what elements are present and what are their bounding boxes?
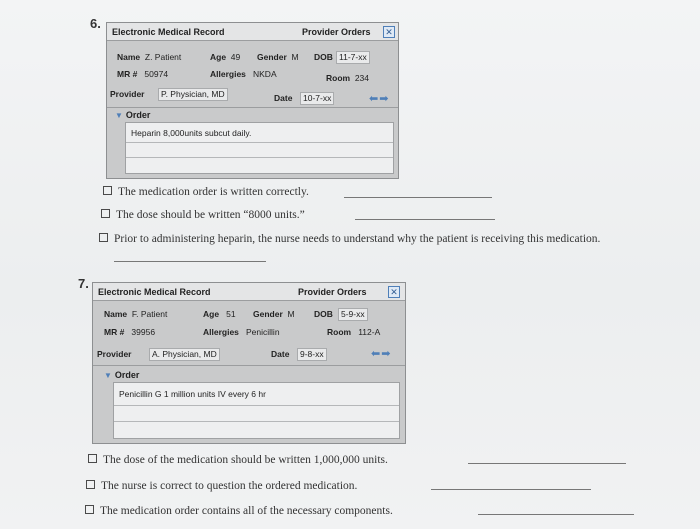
statement-text: The medication order contains all of the necessary components. xyxy=(100,505,393,517)
mr-value: 39956 xyxy=(131,327,156,337)
gender-value: M xyxy=(291,52,299,62)
allergies-label: Allergies xyxy=(210,69,246,79)
triangle-down-icon: ▼ xyxy=(104,371,112,380)
mr-value: 50974 xyxy=(144,69,169,79)
checkbox[interactable] xyxy=(85,505,94,514)
name-field xyxy=(117,52,181,62)
question-7-number: 7. xyxy=(78,276,89,291)
order-line xyxy=(114,421,399,422)
room-label: Room xyxy=(327,327,352,337)
statement-6a[interactable] xyxy=(103,186,309,198)
question-6-number: 6. xyxy=(90,16,101,31)
room-value: 234 xyxy=(354,73,370,83)
statement-text: The dose should be written “8000 units.” xyxy=(116,209,305,221)
provider-field xyxy=(110,89,145,99)
emr-titlebar xyxy=(93,283,405,301)
answer-line[interactable] xyxy=(478,514,634,515)
dob-value: 5-9-xx xyxy=(338,308,368,321)
provider-value: P. Physician, MD xyxy=(158,88,228,101)
statement-text: The medication order is written correctly. xyxy=(118,186,309,198)
statement-text: The dose of the medication should be written 1,000,000 units. xyxy=(103,454,388,466)
emr-title: Electronic Medical Record xyxy=(112,27,225,37)
divider xyxy=(107,107,398,108)
name-field xyxy=(104,309,167,319)
provider-value: A. Physician, MD xyxy=(149,348,220,361)
dob-field xyxy=(314,52,333,62)
gender-field xyxy=(257,52,299,62)
statement-text: Prior to administering heparin, the nurse needs to understand why the patient is receiving this medication. xyxy=(114,233,601,245)
gender-label: Gender xyxy=(257,52,287,62)
order-label: Order xyxy=(125,110,151,120)
order-entry-box[interactable] xyxy=(113,382,400,439)
answer-line[interactable] xyxy=(468,463,626,464)
provider-label: Provider xyxy=(110,89,145,99)
name-value: Z. Patient xyxy=(144,52,182,62)
room-field xyxy=(326,73,369,83)
order-line xyxy=(126,157,393,158)
statement-6c[interactable] xyxy=(99,233,600,245)
answer-line[interactable] xyxy=(344,197,492,198)
dob-value: 11-7-xx xyxy=(336,51,370,64)
answer-line[interactable] xyxy=(355,219,495,220)
mr-label: MR # xyxy=(104,327,125,337)
dob-label: DOB xyxy=(314,52,333,62)
gender-value: M xyxy=(287,309,295,319)
name-value: F. Patient xyxy=(131,309,168,319)
room-value: 112-A xyxy=(358,327,381,337)
checkbox[interactable] xyxy=(88,454,97,463)
checkbox[interactable] xyxy=(101,209,110,218)
age-value: 51 xyxy=(226,309,236,319)
order-text: Heparin 8,000units subcut daily. xyxy=(131,128,252,138)
arrows-icon[interactable]: ⬅➡ xyxy=(371,348,392,360)
age-value: 49 xyxy=(230,52,241,62)
order-line xyxy=(114,405,399,406)
provider-label: Provider xyxy=(97,349,132,359)
room-label: Room xyxy=(326,73,351,83)
answer-line[interactable] xyxy=(114,261,266,262)
allergies-field xyxy=(203,327,280,337)
triangle-down-icon: ▼ xyxy=(115,111,123,120)
provider-field xyxy=(97,349,132,359)
room-field xyxy=(327,327,380,337)
dob-label: DOB xyxy=(314,309,333,319)
date-field xyxy=(274,93,292,103)
date-label: Date xyxy=(274,93,293,103)
date-label: Date xyxy=(271,349,290,359)
allergies-field xyxy=(210,69,277,79)
name-label: Name xyxy=(104,309,128,319)
date-value: 10-7-xx xyxy=(300,92,334,105)
statement-7c[interactable] xyxy=(85,505,393,517)
dob-field xyxy=(314,309,333,319)
arrows-icon[interactable]: ⬅➡ xyxy=(369,93,390,105)
order-entry-box[interactable] xyxy=(125,122,394,174)
date-field xyxy=(271,349,289,359)
emr-window-q7 xyxy=(92,282,406,444)
statement-text: The nurse is correct to question the ordered medication. xyxy=(101,480,358,492)
order-line xyxy=(126,142,393,143)
allergies-label: Allergies xyxy=(203,327,239,337)
mr-field xyxy=(117,69,168,79)
order-header[interactable] xyxy=(115,110,150,120)
gender-label: Gender xyxy=(253,309,283,319)
emr-title: Electronic Medical Record xyxy=(98,287,211,297)
close-icon[interactable]: ✕ xyxy=(383,26,395,38)
age-label: Age xyxy=(203,309,220,319)
mr-label: MR # xyxy=(117,69,138,79)
mr-field xyxy=(104,327,155,337)
age-field xyxy=(203,309,236,319)
provider-orders-title: Provider Orders xyxy=(302,27,371,37)
answer-line[interactable] xyxy=(431,489,591,490)
checkbox[interactable] xyxy=(103,186,112,195)
age-label: Age xyxy=(210,52,227,62)
provider-orders-title: Provider Orders xyxy=(298,287,367,297)
emr-titlebar xyxy=(107,23,398,41)
allergies-value: NKDA xyxy=(253,69,277,79)
checkbox[interactable] xyxy=(86,480,95,489)
order-header[interactable] xyxy=(104,370,139,380)
close-icon[interactable]: ✕ xyxy=(388,286,400,298)
statement-6b[interactable] xyxy=(101,209,305,221)
checkbox[interactable] xyxy=(99,233,108,242)
statement-7a[interactable] xyxy=(88,454,388,466)
date-value: 9-8-xx xyxy=(297,348,327,361)
emr-window-q6 xyxy=(106,22,399,179)
order-label: Order xyxy=(114,370,140,380)
name-label: Name xyxy=(117,52,141,62)
order-text: Penicillin G 1 million units IV every 6 hr xyxy=(119,389,266,399)
age-field xyxy=(210,52,240,62)
divider xyxy=(93,365,405,366)
statement-7b[interactable] xyxy=(86,480,357,492)
gender-field xyxy=(253,309,295,319)
allergies-value: Penicillin xyxy=(246,327,280,337)
